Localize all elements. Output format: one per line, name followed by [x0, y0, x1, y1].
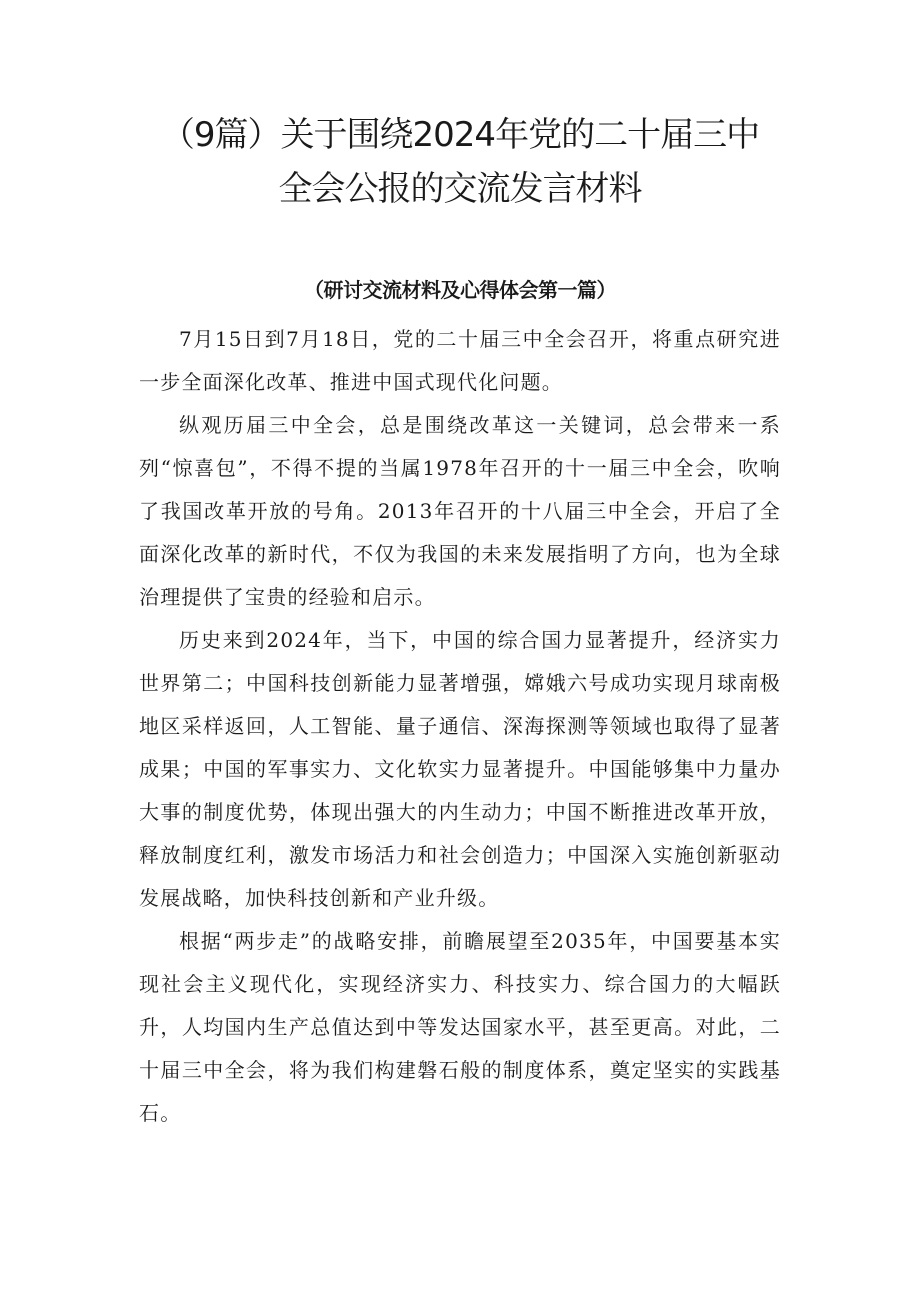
paragraph-2: 纵观历届三中全会，总是围绕改革这一关键词，总会带来一系列“惊喜包”，不得不提的当属1978年召开的十一届三中全会，吹响了我国改革开放的号角。2013年召开的十八届三中全会，开启了全面深化改革的新时代，不仅为我国的未来发展指明了方向，也为全球治理提供了宝贵的经验和启示。: [139, 413, 781, 609]
section-subtitle: （研讨交流材料及心得体会第一篇）: [304, 278, 616, 302]
document-title-line-1: （9篇）关于围绕2024年党的二十届三中: [160, 115, 760, 155]
document-title: [100, 108, 820, 216]
document-title-line-2: 全会公报的交流发言材料: [278, 169, 642, 209]
document-body: [139, 318, 781, 1135]
paragraph-4: 根据“两步走”的战略安排，前瞻展望至2035年，中国要基本实现社会主义现代化，实现经济实力、科技实力、综合国力的大幅跃升，人均国内生产总值达到中等发达国家水平，甚至更高。对此，二十届三中全会，将为我们构建磐石般的制度体系，奠定坚实的实践基石。: [139, 929, 781, 1125]
paragraph-1: 7月15日到7月18日，党的二十届三中全会召开，将重点研究进一步全面深化改革、推进中国式现代化问题。: [139, 327, 781, 394]
paragraph-3: 历史来到2024年，当下，中国的综合国力显著提升，经济实力世界第二；中国科技创新能力显著增强，嫦娥六号成功实现月球南极地区采样返回，人工智能、量子通信、深海探测等领域也取得了显著成果；中国的军事实力、文化软实力显著提升。中国能够集中力量办大事的制度优势，体现出强大的内生动力；中国不断推进改革开放，释放制度红利，激发市场活力和社会创造力；中国深入实施创新驱动发展战略，加快科技创新和产业升级。: [139, 628, 781, 910]
